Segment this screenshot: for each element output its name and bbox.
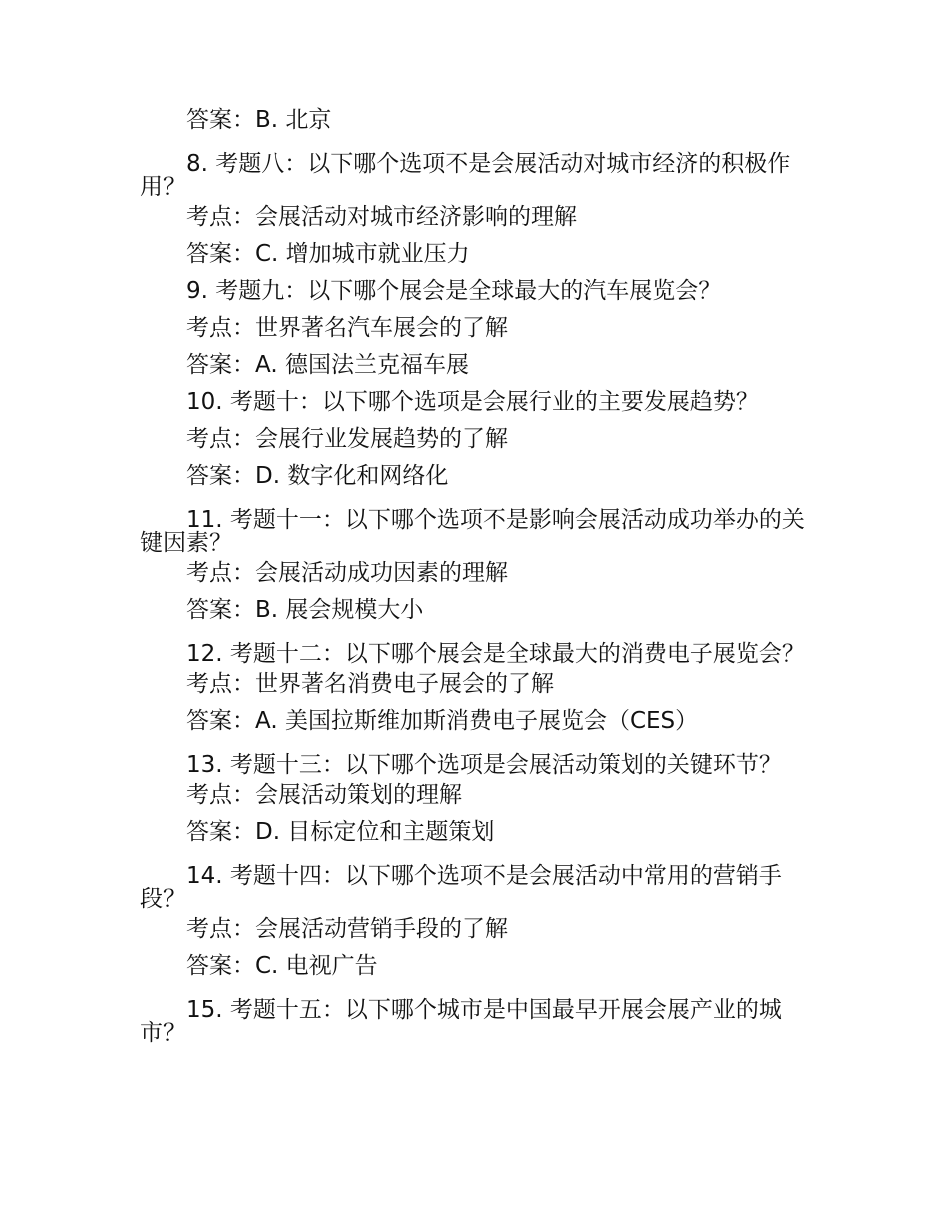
point-line: 考点：世界著名消费电子展会的了解 xyxy=(186,671,554,697)
answer-line: 答案：D. 目标定位和主题策划 xyxy=(186,819,495,845)
question-line: 8. 考题八：以下哪个选项不是会展活动对城市经济的积极作用？ xyxy=(140,151,791,200)
point-line: 考点：世界著名汽车展会的了解 xyxy=(186,315,508,341)
answer-line: 答案：D. 数字化和网络化 xyxy=(186,463,449,489)
answer-line: 答案：C. 增加城市就业压力 xyxy=(186,241,470,267)
point-line: 考点：会展活动对城市经济影响的理解 xyxy=(186,204,577,230)
question-line: 10. 考题十：以下哪个选项是会展行业的主要发展趋势？ xyxy=(186,389,759,415)
question-line: 9. 考题九：以下哪个展会是全球最大的汽车展览会？ xyxy=(186,278,722,304)
point-line: 考点：会展活动策划的理解 xyxy=(186,782,462,808)
answer-line: 答案：A. 德国法兰克福车展 xyxy=(186,352,469,378)
question-line: 12. 考题十二：以下哪个展会是全球最大的消费电子展览会？ xyxy=(186,641,805,667)
answer-line: 答案：C. 电视广告 xyxy=(186,953,378,979)
answer-line: 答案：A. 美国拉斯维加斯消费电子展览会（CES） xyxy=(186,708,699,734)
question-line: 15. 考题十五：以下哪个城市是中国最早开展会展产业的城市？ xyxy=(140,997,782,1046)
answer-line: 答案：B. 展会规模大小 xyxy=(186,597,424,623)
point-line: 考点：会展行业发展趋势的了解 xyxy=(186,426,508,452)
question-line: 14. 考题十四：以下哪个选项不是会展活动中常用的营销手段？ xyxy=(140,863,782,912)
document-body xyxy=(140,102,820,1045)
point-line: 考点：会展活动成功因素的理解 xyxy=(186,560,508,586)
point-line: 考点：会展活动营销手段的了解 xyxy=(186,916,508,942)
answer-line: 答案：B. 北京 xyxy=(186,107,332,133)
question-line: 13. 考题十三：以下哪个选项是会展活动策划的关键环节？ xyxy=(186,752,782,778)
question-line: 11. 考题十一：以下哪个选项不是影响会展活动成功举办的关键因素？ xyxy=(140,507,805,556)
